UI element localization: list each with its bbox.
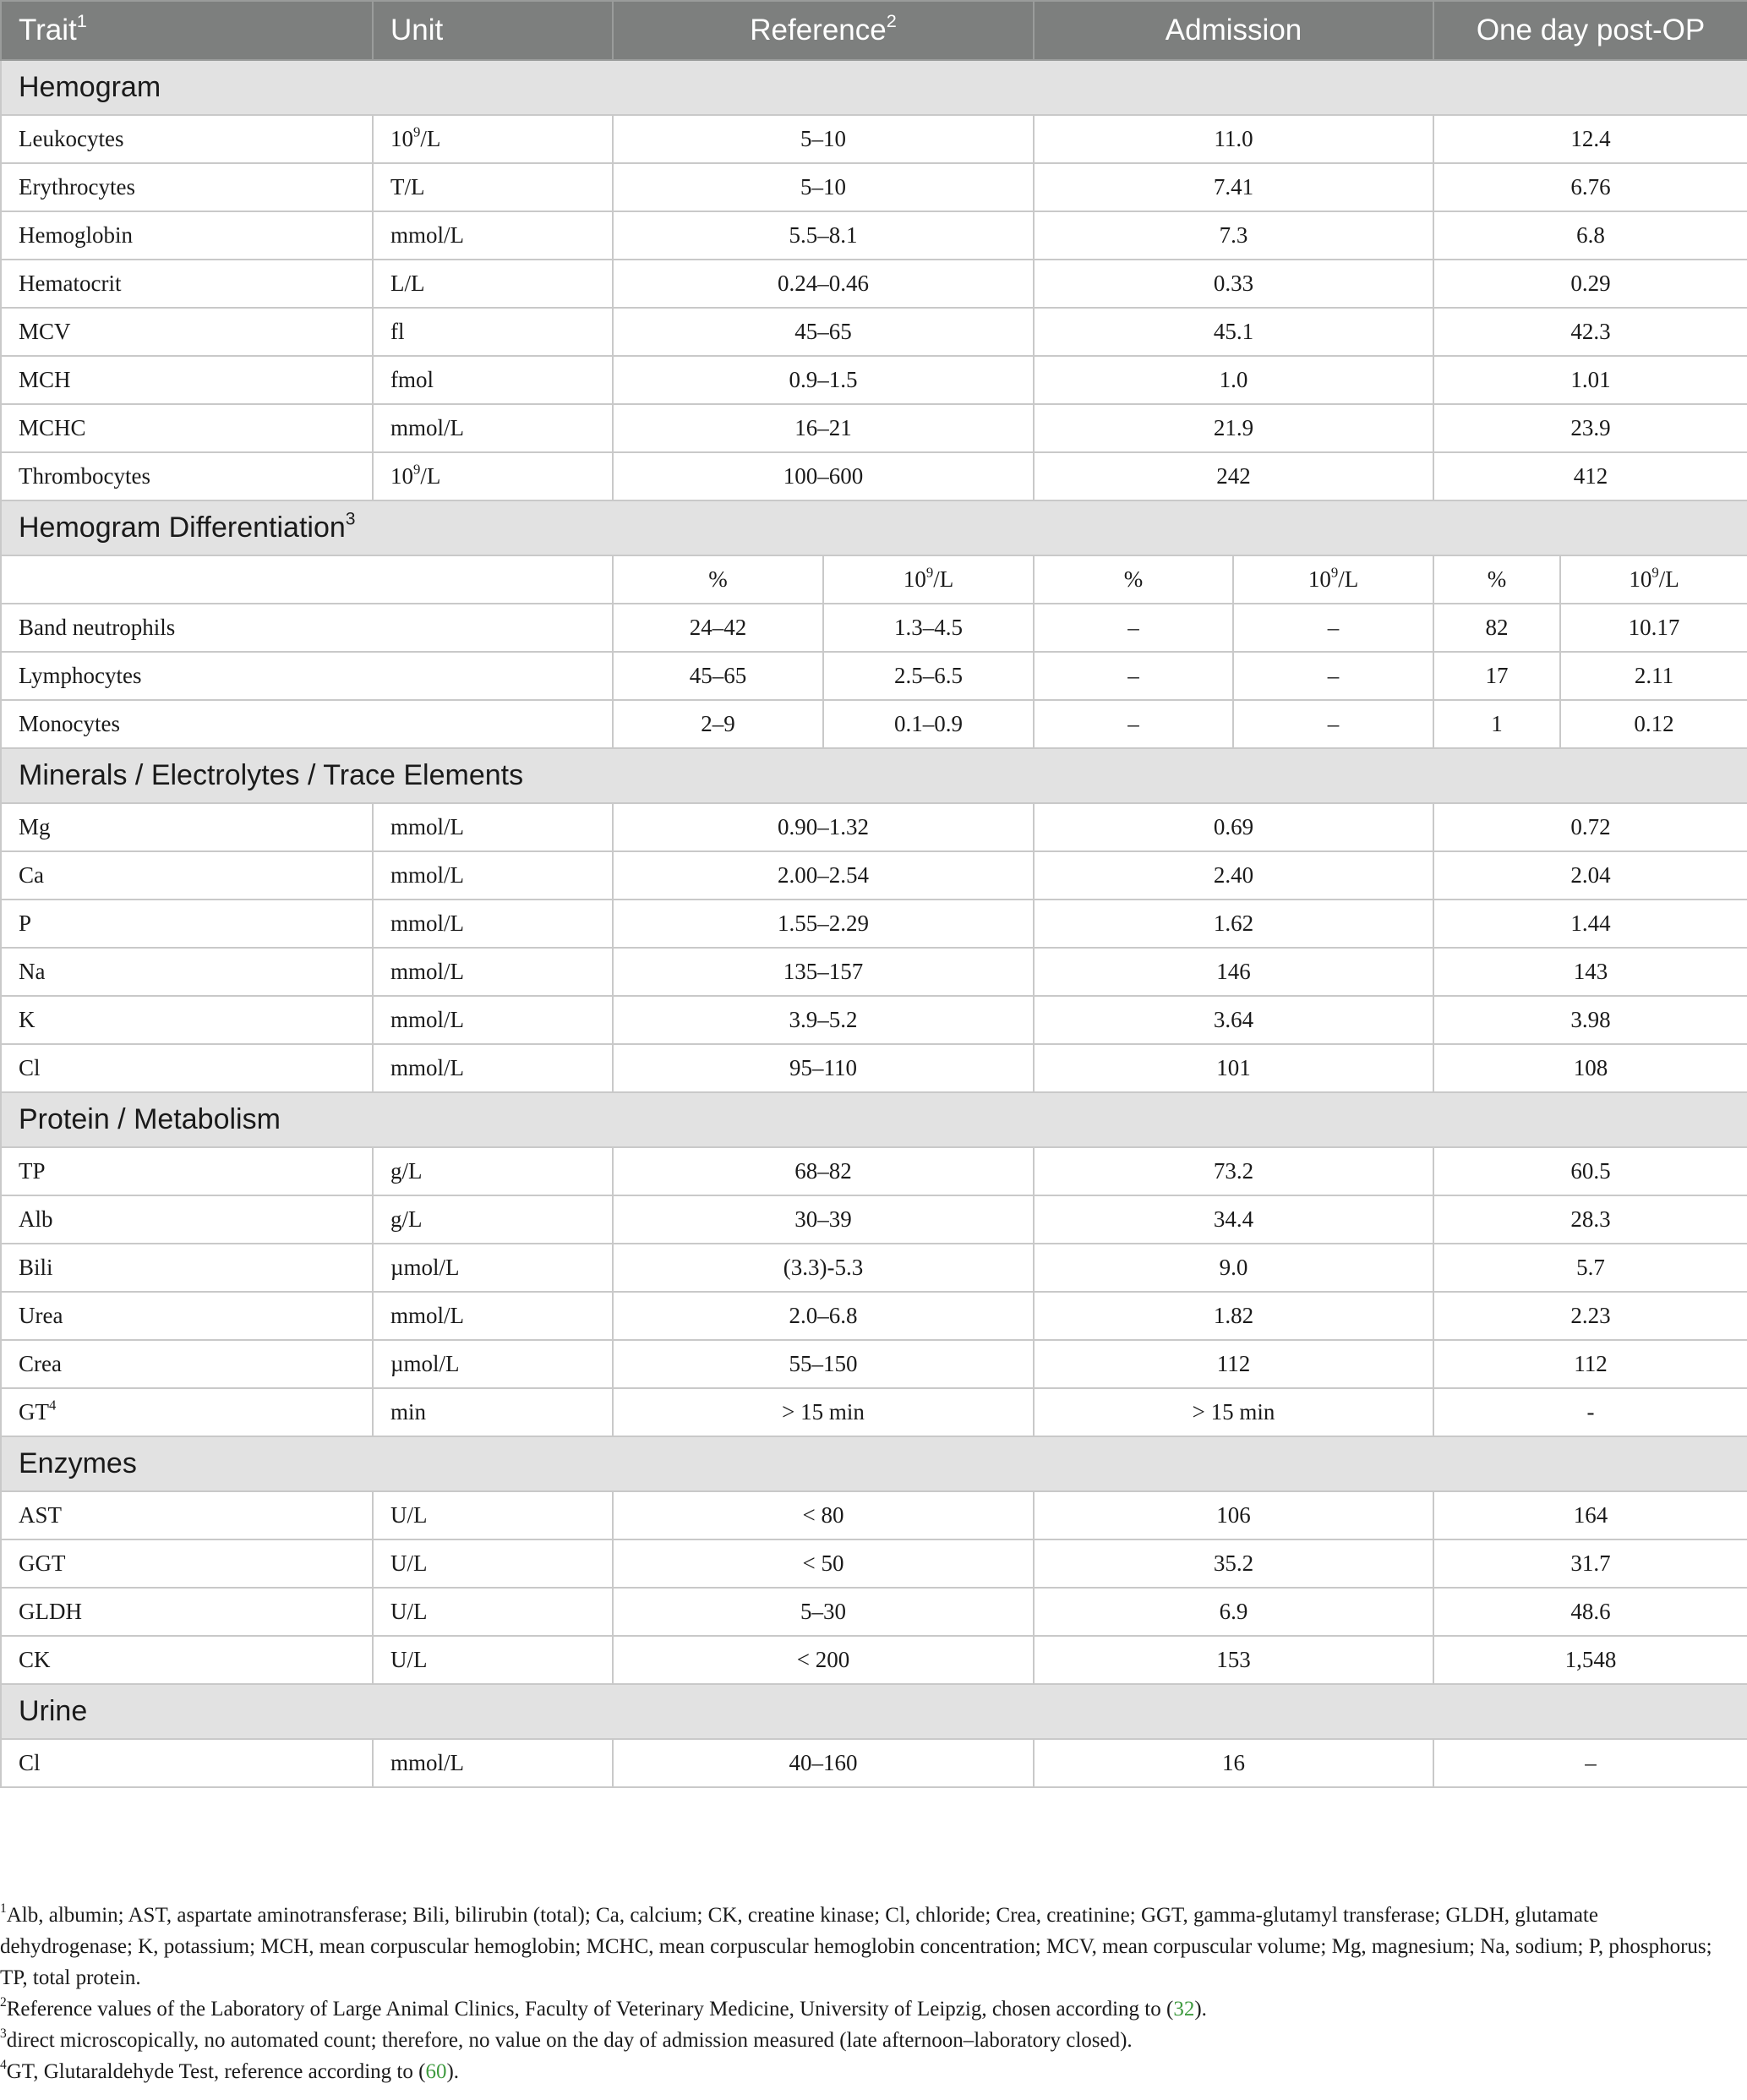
table-row xyxy=(1,211,1747,260)
reference-cell: 1.55–2.29 xyxy=(613,900,1034,948)
admission-cell: 7.41 xyxy=(1034,163,1433,211)
unit-cell: g/L xyxy=(373,1195,613,1244)
admission-cell: 6.9 xyxy=(1034,1588,1433,1636)
reference-cell: 40–160 xyxy=(613,1739,1034,1787)
post-op-cell: 3.98 xyxy=(1433,996,1747,1044)
section-title: Minerals / Electrolytes / Trace Elements xyxy=(1,748,1747,803)
header-admission: Admission xyxy=(1034,1,1433,60)
reference-cell: 135–157 xyxy=(613,948,1034,996)
unit-cell: mmol/L xyxy=(373,1739,613,1787)
ref-pct-cell: 24–42 xyxy=(613,604,823,652)
post-op-cell: 60.5 xyxy=(1433,1147,1747,1195)
post-pct-cell: 17 xyxy=(1433,652,1560,700)
post-op-cell: 12.4 xyxy=(1433,115,1747,163)
unit-cell: µmol/L xyxy=(373,1340,613,1388)
post-op-cell: 0.72 xyxy=(1433,803,1747,851)
trait-cell: Monocytes xyxy=(1,700,613,748)
header-row xyxy=(1,1,1747,60)
adm-abs-cell: – xyxy=(1233,652,1433,700)
admission-cell: 9.0 xyxy=(1034,1244,1433,1292)
trait-cell: Cl xyxy=(1,1739,373,1787)
table-row xyxy=(1,1244,1747,1292)
trait-cell: Crea xyxy=(1,1340,373,1388)
post-pct-cell: 82 xyxy=(1433,604,1560,652)
reference-cell: 0.9–1.5 xyxy=(613,356,1034,404)
unit-cell: U/L xyxy=(373,1588,613,1636)
admission-cell: > 15 min xyxy=(1034,1388,1433,1436)
admission-cell: 21.9 xyxy=(1034,404,1433,452)
table-row xyxy=(1,1388,1747,1436)
section-minerals xyxy=(1,748,1747,803)
table-row xyxy=(1,163,1747,211)
table-row xyxy=(1,1588,1747,1636)
citation-link[interactable]: 60 xyxy=(425,2060,447,2083)
section-title: Urine xyxy=(1,1684,1747,1739)
trait-cell: GGT xyxy=(1,1539,373,1588)
ref-pct-header: % xyxy=(613,555,823,604)
unit-cell: fmol xyxy=(373,356,613,404)
section-enzymes xyxy=(1,1436,1747,1491)
unit-cell: L/L xyxy=(373,260,613,308)
table-row xyxy=(1,356,1747,404)
unit-cell: mmol/L xyxy=(373,948,613,996)
trait-cell: Bili xyxy=(1,1244,373,1292)
table-row xyxy=(1,996,1747,1044)
post-op-cell: 1.44 xyxy=(1433,900,1747,948)
ref-abs-header: $10^9/L$ xyxy=(823,555,1034,604)
reference-cell: 5–10 xyxy=(613,115,1034,163)
admission-cell: 1.62 xyxy=(1034,900,1433,948)
trait-cell: $GT^4$ xyxy=(1,1388,373,1436)
unit-cell: U/L xyxy=(373,1539,613,1588)
header-unit: Unit xyxy=(373,1,613,60)
post-op-cell: 1.01 xyxy=(1433,356,1747,404)
trait-cell: Leukocytes xyxy=(1,115,373,163)
post-op-cell: 112 xyxy=(1433,1340,1747,1388)
trait-cell: Urea xyxy=(1,1292,373,1340)
trait-cell: MCH xyxy=(1,356,373,404)
admission-cell: 112 xyxy=(1034,1340,1433,1388)
reference-cell: 95–110 xyxy=(613,1044,1034,1092)
admission-cell: 101 xyxy=(1034,1044,1433,1092)
ref-abs-cell: 2.5–6.5 xyxy=(823,652,1034,700)
unit-cell: mmol/L xyxy=(373,1044,613,1092)
post-op-cell: 0.29 xyxy=(1433,260,1747,308)
unit-cell: mmol/L xyxy=(373,404,613,452)
trait-cell: Cl xyxy=(1,1044,373,1092)
post-op-cell: 48.6 xyxy=(1433,1588,1747,1636)
reference-cell: 0.24–0.46 xyxy=(613,260,1034,308)
table-row xyxy=(1,1636,1747,1684)
admission-cell: 2.40 xyxy=(1034,851,1433,900)
section-urine xyxy=(1,1684,1747,1739)
trait-cell: Lymphocytes xyxy=(1,652,613,700)
table-row xyxy=(1,404,1747,452)
section-title: Protein / Metabolism xyxy=(1,1092,1747,1147)
section-title: Hemogram xyxy=(1,60,1747,115)
section-title: Enzymes xyxy=(1,1436,1747,1491)
trait-cell: Na xyxy=(1,948,373,996)
trait-cell: Ca xyxy=(1,851,373,900)
reference-cell: 0.90–1.32 xyxy=(613,803,1034,851)
post-pct-header: % xyxy=(1433,555,1560,604)
adm-pct-cell: – xyxy=(1034,652,1233,700)
post-op-cell: 2.04 xyxy=(1433,851,1747,900)
table-row xyxy=(1,652,1747,700)
table-row xyxy=(1,1539,1747,1588)
unit-cell: $10^9/L$ xyxy=(373,115,613,163)
table-footnotes xyxy=(0,1900,1724,2087)
admission-cell: 34.4 xyxy=(1034,1195,1433,1244)
table-row xyxy=(1,900,1747,948)
table-row xyxy=(1,308,1747,356)
post-op-cell: 42.3 xyxy=(1433,308,1747,356)
table-row xyxy=(1,803,1747,851)
footnote-2: $^2$Reference values of the Laboratory of Large Animal Clinics, Faculty of Veterinary Medicine, University of Leipzig, chosen according to (32). xyxy=(0,1995,1207,2021)
table-row xyxy=(1,1195,1747,1244)
trait-cell: Hemoglobin xyxy=(1,211,373,260)
table-row xyxy=(1,1491,1747,1539)
unit-cell: µmol/L xyxy=(373,1244,613,1292)
unit-cell: mmol/L xyxy=(373,1292,613,1340)
reference-cell: 68–82 xyxy=(613,1147,1034,1195)
ref-abs-cell: 0.1–0.9 xyxy=(823,700,1034,748)
trait-cell: K xyxy=(1,996,373,1044)
unit-cell: U/L xyxy=(373,1636,613,1684)
reference-cell: 55–150 xyxy=(613,1340,1034,1388)
section-hemogram xyxy=(1,60,1747,115)
header-reference: Reference$^2$ xyxy=(613,1,1034,60)
unit-cell: mmol/L xyxy=(373,211,613,260)
table-row xyxy=(1,1292,1747,1340)
post-op-cell: 108 xyxy=(1433,1044,1747,1092)
trait-cell: Erythrocytes xyxy=(1,163,373,211)
admission-cell: 1.0 xyxy=(1034,356,1433,404)
post-op-cell: - xyxy=(1433,1388,1747,1436)
reference-cell: < 80 xyxy=(613,1491,1034,1539)
admission-cell: 0.33 xyxy=(1034,260,1433,308)
admission-cell: 35.2 xyxy=(1034,1539,1433,1588)
reference-cell: 45–65 xyxy=(613,308,1034,356)
section-protein-metabolism xyxy=(1,1092,1747,1147)
post-op-cell: 6.8 xyxy=(1433,211,1747,260)
differentiation-subheader-row xyxy=(1,555,1747,604)
post-op-cell: 164 xyxy=(1433,1491,1747,1539)
trait-cell: AST xyxy=(1,1491,373,1539)
section-hemogram-differentiation xyxy=(1,500,1747,555)
post-op-cell: 412 xyxy=(1433,452,1747,500)
table-row xyxy=(1,700,1747,748)
reference-cell: 5.5–8.1 xyxy=(613,211,1034,260)
unit-cell: mmol/L xyxy=(373,851,613,900)
reference-cell: 2.0–6.8 xyxy=(613,1292,1034,1340)
trait-cell: Band neutrophils xyxy=(1,604,613,652)
trait-cell: MCHC xyxy=(1,404,373,452)
post-abs-cell: 2.11 xyxy=(1560,652,1747,700)
reference-cell: 100–600 xyxy=(613,452,1034,500)
reference-cell: 5–10 xyxy=(613,163,1034,211)
admission-cell: 7.3 xyxy=(1034,211,1433,260)
post-abs-cell: 10.17 xyxy=(1560,604,1747,652)
unit-cell: U/L xyxy=(373,1491,613,1539)
ref-abs-cell: 1.3–4.5 xyxy=(823,604,1034,652)
post-op-cell: – xyxy=(1433,1739,1747,1787)
table-row xyxy=(1,851,1747,900)
reference-cell: (3.3)-5.3 xyxy=(613,1244,1034,1292)
admission-cell: 242 xyxy=(1034,452,1433,500)
trait-cell: TP xyxy=(1,1147,373,1195)
adm-abs-cell: – xyxy=(1233,604,1433,652)
unit-cell: min xyxy=(373,1388,613,1436)
table-row xyxy=(1,948,1747,996)
admission-cell: 3.64 xyxy=(1034,996,1433,1044)
header-trait: Trait$^1$ xyxy=(1,1,373,60)
post-abs-header: $10^9/L$ xyxy=(1560,555,1747,604)
trait-cell: Thrombocytes xyxy=(1,452,373,500)
adm-pct-cell: – xyxy=(1034,604,1233,652)
table-row xyxy=(1,604,1747,652)
post-op-cell: 143 xyxy=(1433,948,1747,996)
reference-cell: < 50 xyxy=(613,1539,1034,1588)
trait-cell: P xyxy=(1,900,373,948)
admission-cell: 106 xyxy=(1034,1491,1433,1539)
trait-cell: GLDH xyxy=(1,1588,373,1636)
table-row xyxy=(1,260,1747,308)
trait-cell: Alb xyxy=(1,1195,373,1244)
reference-cell: 16–21 xyxy=(613,404,1034,452)
table-row xyxy=(1,115,1747,163)
post-op-cell: 1,548 xyxy=(1433,1636,1747,1684)
post-op-cell: 2.23 xyxy=(1433,1292,1747,1340)
ref-pct-cell: 45–65 xyxy=(613,652,823,700)
unit-cell: mmol/L xyxy=(373,996,613,1044)
footnote-1: $^1$Alb, albumin; AST, aspartate aminotransferase; Bili, bilirubin (total); Ca, calcium; CK, creatine kinase; Cl, chloride; Crea, creatinine; GGT, gamma-glutamyl transferase; GLDH, glutamate dehydrogenase; K, potassium; MCH, mean corpuscular hemoglobin; MCHC, mean corpuscular hemoglobin concentration; MCV, mean corpuscular volume; Mg, magnesium; Na, sodium; P, phosphorus; TP, total protein. xyxy=(0,1901,1712,1989)
reference-cell: 30–39 xyxy=(613,1195,1034,1244)
table-row xyxy=(1,1739,1747,1787)
adm-abs-header: $10^9/L$ xyxy=(1233,555,1433,604)
ref-pct-cell: 2–9 xyxy=(613,700,823,748)
table-row xyxy=(1,1147,1747,1195)
admission-cell: 1.82 xyxy=(1034,1292,1433,1340)
post-op-cell: 6.76 xyxy=(1433,163,1747,211)
citation-link[interactable]: 32 xyxy=(1173,1998,1195,2021)
unit-cell: fl xyxy=(373,308,613,356)
footnote-4: $^4$GT, Glutaraldehyde Test, reference according to (60). xyxy=(0,2058,460,2083)
adm-abs-cell: – xyxy=(1233,700,1433,748)
table-row xyxy=(1,452,1747,500)
footnote-3: $^3$direct microscopically, no automated count; therefore, no value on the day of admission measured (late afternoon–laboratory closed). xyxy=(0,2026,1133,2052)
post-op-cell: 5.7 xyxy=(1433,1244,1747,1292)
post-op-cell: 28.3 xyxy=(1433,1195,1747,1244)
admission-cell: 16 xyxy=(1034,1739,1433,1787)
unit-cell: g/L xyxy=(373,1147,613,1195)
trait-cell: CK xyxy=(1,1636,373,1684)
reference-cell: 5–30 xyxy=(613,1588,1034,1636)
trait-cell: Mg xyxy=(1,803,373,851)
table-row xyxy=(1,1044,1747,1092)
post-op-cell: 23.9 xyxy=(1433,404,1747,452)
reference-cell: 2.00–2.54 xyxy=(613,851,1034,900)
section-title: Hemogram Differentiation$^3$ xyxy=(1,500,1747,555)
trait-cell: MCV xyxy=(1,308,373,356)
admission-cell: 45.1 xyxy=(1034,308,1433,356)
admission-cell: 146 xyxy=(1034,948,1433,996)
admission-cell: 73.2 xyxy=(1034,1147,1433,1195)
adm-pct-header: % xyxy=(1034,555,1233,604)
unit-cell: mmol/L xyxy=(373,803,613,851)
header-post-op: One day post-OP xyxy=(1433,1,1747,60)
table-header xyxy=(1,1,1747,60)
unit-cell: mmol/L xyxy=(373,900,613,948)
reference-cell: > 15 min xyxy=(613,1388,1034,1436)
unit-cell: $10^9/L$ xyxy=(373,452,613,500)
reference-cell: < 200 xyxy=(613,1636,1034,1684)
post-op-cell: 31.7 xyxy=(1433,1539,1747,1588)
adm-pct-cell: – xyxy=(1034,700,1233,748)
admission-cell: 153 xyxy=(1034,1636,1433,1684)
admission-cell: 0.69 xyxy=(1034,803,1433,851)
post-abs-cell: 0.12 xyxy=(1560,700,1747,748)
reference-cell: 3.9–5.2 xyxy=(613,996,1034,1044)
admission-cell: 11.0 xyxy=(1034,115,1433,163)
trait-cell: Hematocrit xyxy=(1,260,373,308)
unit-cell: T/L xyxy=(373,163,613,211)
table-row xyxy=(1,1340,1747,1388)
empty-cell xyxy=(1,555,613,604)
post-pct-cell: 1 xyxy=(1433,700,1560,748)
